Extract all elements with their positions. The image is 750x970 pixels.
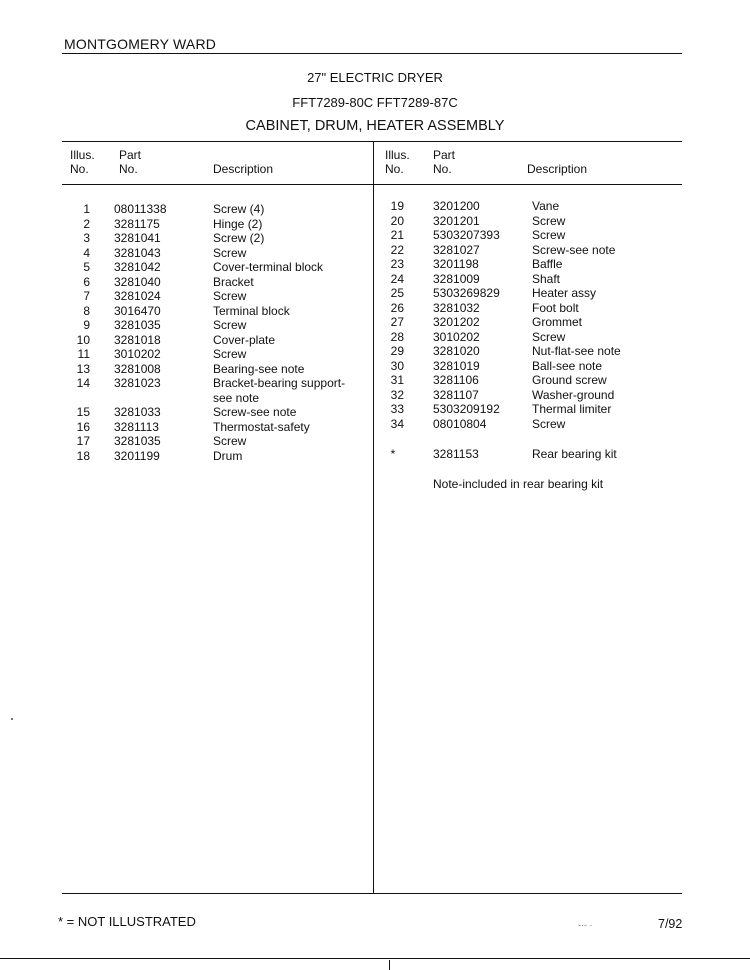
- part-description: Heater assy: [532, 286, 597, 300]
- part-description: Screw-see note: [532, 242, 616, 257]
- part-number: 3281032: [433, 300, 480, 315]
- part-number: 3281035: [114, 434, 161, 448]
- section-title: CABINET, DRUM, HEATER ASSEMBLY: [245, 118, 505, 134]
- part-description: Screw (4): [213, 202, 265, 216]
- illus-number: 31: [390, 373, 404, 387]
- part-number: 3010202: [114, 347, 161, 361]
- part-number: 3281020: [433, 344, 480, 358]
- part-number: 5303269829: [433, 286, 500, 300]
- illus-number: 15: [76, 405, 90, 419]
- footnote: * = NOT ILLUSTRATED: [58, 914, 196, 929]
- part-description: Bracket-bearing support-: [213, 376, 346, 390]
- illus-number: 28: [390, 329, 404, 344]
- part-number: 3281023: [114, 376, 161, 390]
- illus-number: 7: [83, 289, 90, 303]
- part-number: 3281024: [114, 289, 161, 303]
- part-description: Screw: [213, 289, 247, 303]
- part-description: Ground screw: [532, 373, 607, 387]
- part-number: 3201199: [114, 448, 160, 463]
- part-description: Grommet: [532, 315, 583, 329]
- illus-number: 1: [83, 202, 90, 216]
- part-description: Screw: [532, 213, 566, 228]
- speck: [11, 718, 13, 720]
- part-description: Shaft: [532, 271, 561, 286]
- page-tick: [389, 960, 390, 970]
- part-description: Hinge (2): [213, 216, 263, 231]
- part-number: 3281043: [114, 245, 161, 260]
- part-number: 3016470: [114, 303, 161, 318]
- part-description: Bracket: [213, 274, 254, 289]
- top-rule: [62, 53, 682, 54]
- table-top-rule: [62, 141, 682, 142]
- illus-number: 13: [76, 361, 90, 376]
- part-number: 3201202: [433, 315, 480, 329]
- part-number: 5303209192: [433, 402, 500, 416]
- part-description: Screw (2): [213, 231, 265, 245]
- brand-name: MONTGOMERY WARD: [64, 36, 217, 52]
- illus-number: 19: [390, 199, 404, 213]
- part-number: 3201200: [433, 199, 480, 213]
- illus-number: 34: [390, 416, 404, 431]
- illus-number: 33: [390, 402, 404, 416]
- illus-number: 14: [76, 376, 90, 390]
- part-description: Thermal limiter: [532, 402, 612, 416]
- illus-number: 8: [83, 303, 90, 318]
- illus-number: 25: [390, 286, 404, 300]
- illus-number: 20: [390, 213, 404, 228]
- part-description: Rear bearing kit: [532, 447, 617, 461]
- header-part-right: Part No.: [433, 148, 456, 176]
- illus-number: 10: [76, 332, 90, 347]
- illus-number: 6: [83, 274, 90, 289]
- part-description: Vane: [532, 199, 560, 213]
- illus-number: 23: [390, 257, 404, 271]
- illus-number: 2: [83, 216, 90, 231]
- part-description: Screw: [213, 318, 247, 332]
- header-illus-left: Illus. No.: [70, 148, 95, 176]
- part-description: Screw: [532, 329, 566, 344]
- part-description: Baffle: [532, 257, 563, 271]
- illus-number: 30: [390, 358, 404, 373]
- page-bottom-rule: [0, 958, 750, 959]
- illus-number: 27: [390, 315, 404, 329]
- illus-number: 4: [83, 245, 90, 260]
- part-description: Cover-plate: [213, 332, 276, 347]
- part-description: Screw: [532, 416, 566, 431]
- illus-number: *: [390, 447, 396, 461]
- illus-number: 18: [76, 448, 90, 463]
- header-description-right: Description: [527, 162, 588, 176]
- illus-number: 24: [390, 271, 404, 286]
- part-number: 3281107: [433, 387, 479, 402]
- part-number: 3281008: [114, 361, 161, 376]
- part-description: Screw: [213, 434, 247, 448]
- part-number: 3281106: [433, 373, 479, 387]
- part-description: Screw-see note: [213, 405, 297, 419]
- part-description-continued: see note: [213, 390, 260, 405]
- part-number: 08011338: [114, 202, 167, 216]
- part-description: Cover-terminal block: [213, 260, 324, 274]
- part-number: 3281027: [433, 242, 480, 257]
- part-description: Bearing-see note: [213, 361, 305, 376]
- part-description: Thermostat-safety: [213, 419, 310, 434]
- kit-note: Note-included in rear bearing kit: [433, 477, 604, 491]
- part-number: 3281018: [114, 332, 161, 347]
- part-number: 3201201: [433, 213, 480, 228]
- part-description: Foot bolt: [532, 300, 579, 315]
- header-part-left: Part No.: [119, 148, 142, 176]
- smudge-mark: ‐·‐ ·: [578, 920, 593, 930]
- product-title: 27" ELECTRIC DRYER: [307, 70, 443, 85]
- part-number: 3281042: [114, 260, 161, 274]
- part-description: Ball-see note: [532, 358, 603, 373]
- part-number: 3201198: [433, 257, 479, 271]
- illus-number: 11: [77, 347, 90, 361]
- column-divider: [373, 141, 374, 893]
- part-number: 5303207393: [433, 228, 500, 242]
- part-description: Drum: [213, 448, 243, 463]
- part-number: 3281019: [433, 358, 480, 373]
- illus-number: 22: [390, 242, 404, 257]
- illus-number: 16: [76, 419, 90, 434]
- illus-number: 32: [390, 387, 404, 402]
- part-number: 3281040: [114, 274, 161, 289]
- part-description: Terminal block: [213, 303, 290, 318]
- header-description-left: Description: [213, 162, 274, 176]
- header-rule: [62, 184, 682, 185]
- part-number: 3281041: [114, 231, 161, 245]
- illus-number: 21: [390, 228, 404, 242]
- illus-number: 9: [83, 318, 90, 332]
- part-description: Screw: [213, 245, 247, 260]
- illus-number: 26: [390, 300, 404, 315]
- part-number: 3281035: [114, 318, 161, 332]
- part-description: Screw: [213, 347, 247, 361]
- illus-number: 5: [83, 260, 90, 274]
- part-description: Screw: [532, 228, 566, 242]
- illus-number: 29: [390, 344, 404, 358]
- part-number: 3281033: [114, 405, 161, 419]
- part-number: 3281153: [433, 447, 479, 461]
- illus-number: 3: [83, 231, 90, 245]
- part-description: Nut-flat-see note: [532, 344, 621, 358]
- illus-number: 17: [76, 434, 90, 448]
- part-number: 3281113: [114, 419, 159, 434]
- revision-date: 7/92: [658, 917, 683, 931]
- bottom-rule: [62, 893, 682, 894]
- model-numbers: FFT7289-80C FFT7289-87C: [292, 95, 458, 110]
- header-illus-right: Illus. No.: [385, 148, 410, 176]
- part-number: 3281009: [433, 271, 480, 286]
- part-number: 08010804: [433, 416, 487, 431]
- part-number: 3010202: [433, 329, 480, 344]
- part-number: 3281175: [114, 216, 160, 231]
- part-description: Washer-ground: [532, 387, 615, 402]
